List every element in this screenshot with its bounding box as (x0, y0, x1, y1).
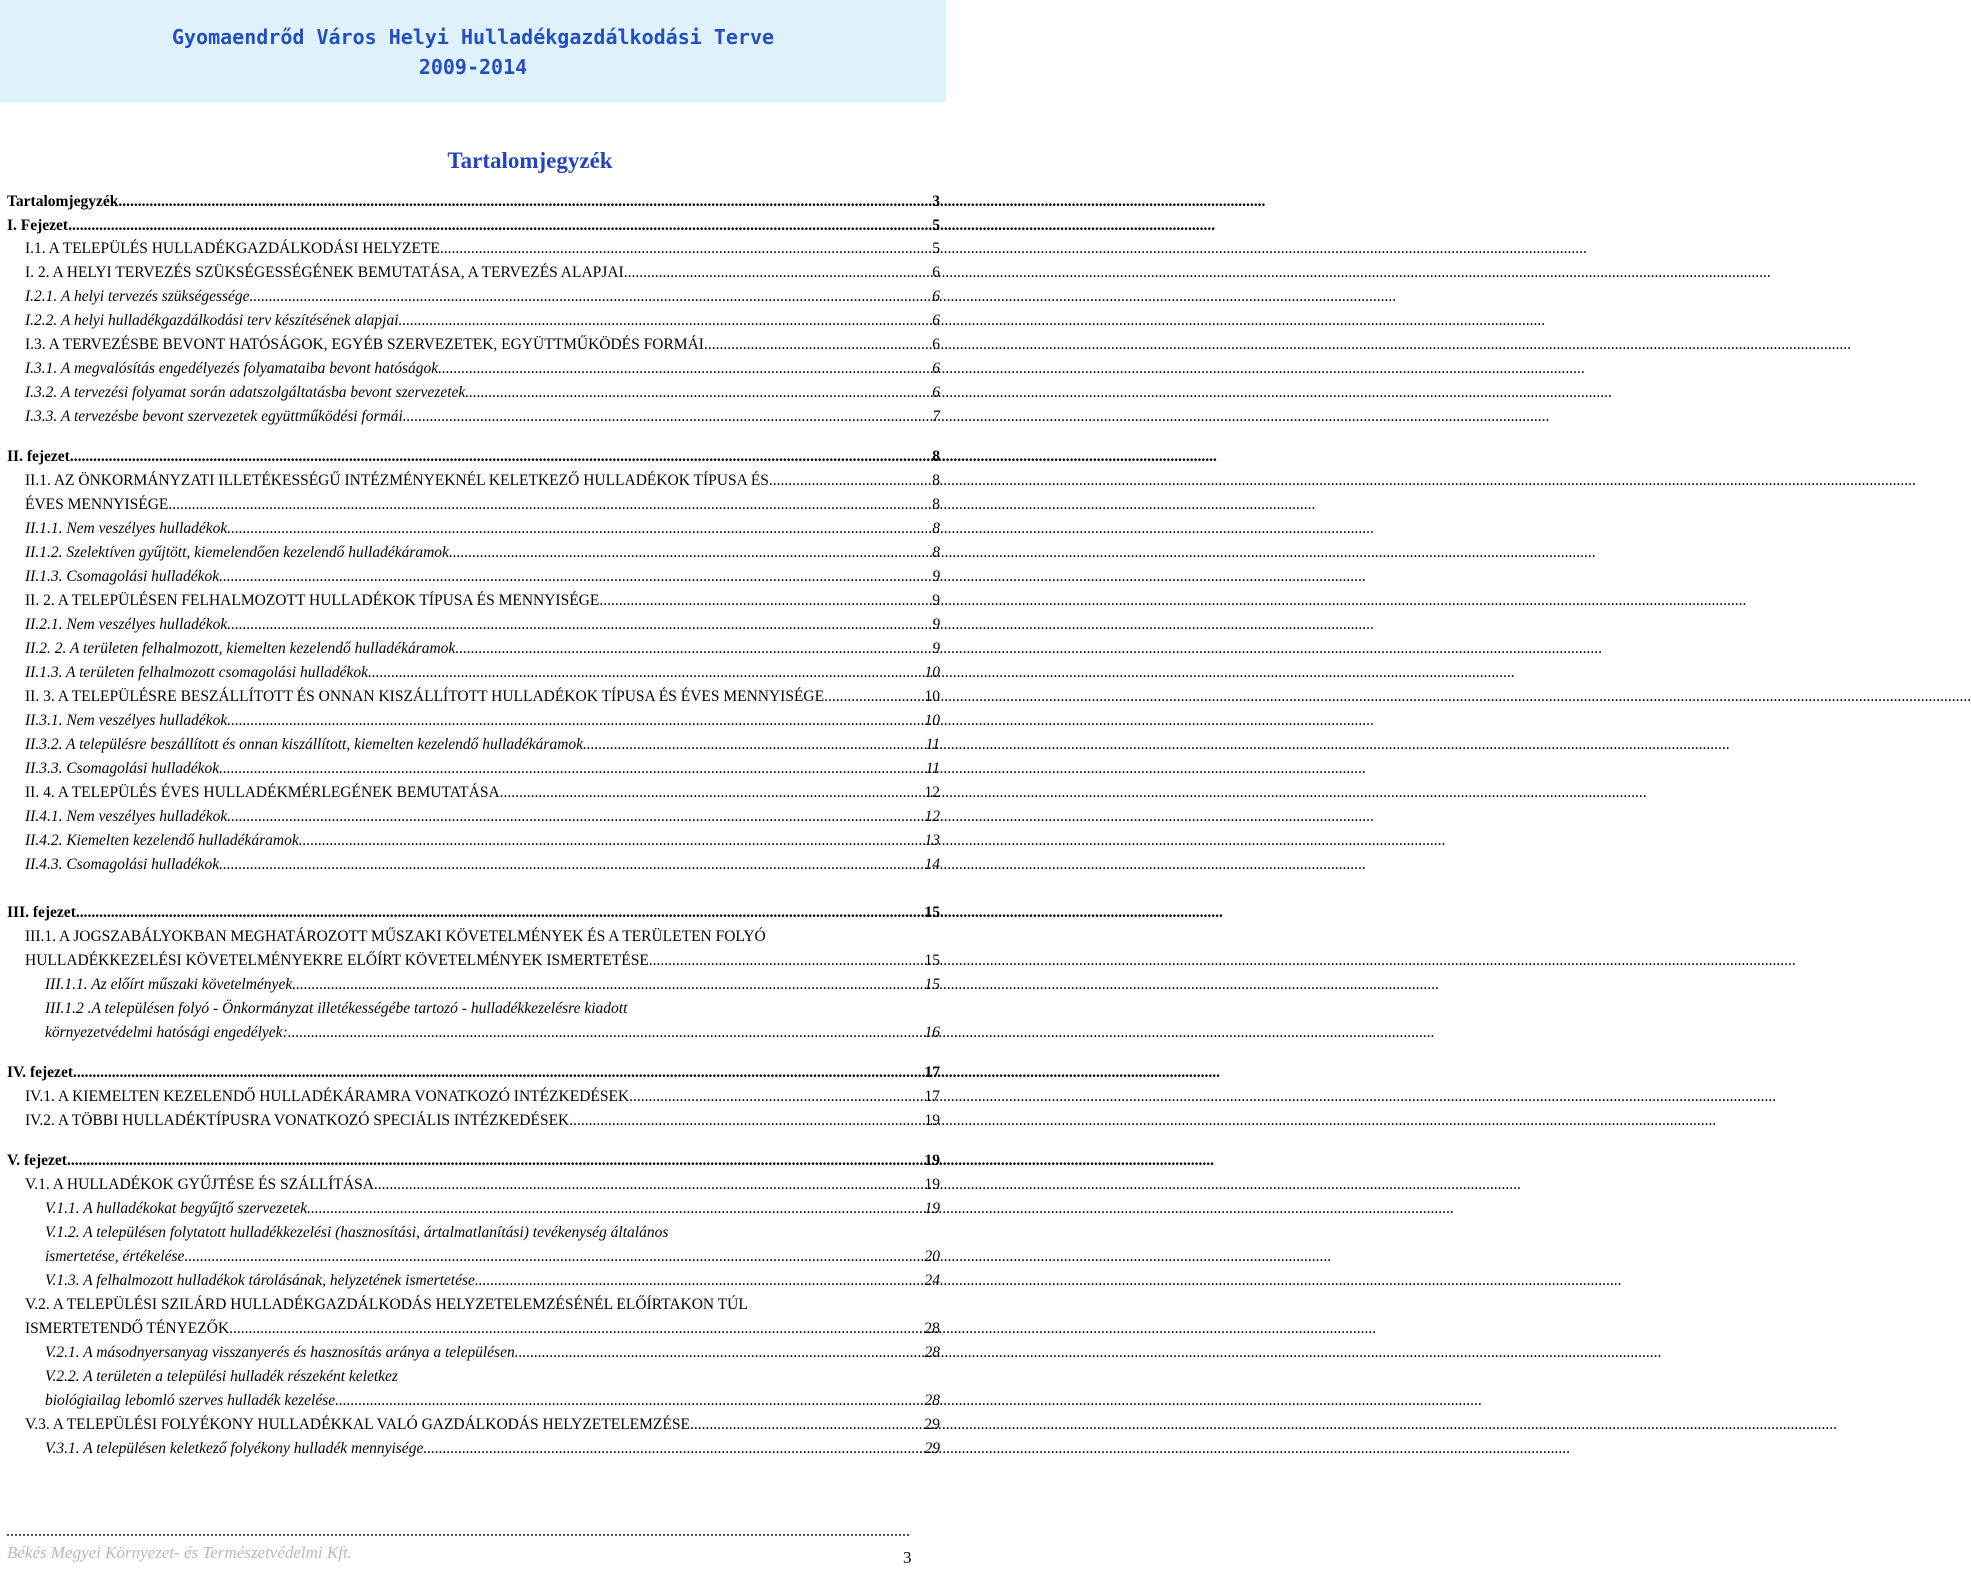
toc-dot-leader (184, 1248, 922, 1266)
toc-dot-leader (475, 1272, 923, 1290)
toc-page-number: 19 (924, 1152, 940, 1169)
table-of-contents (0, 0, 960, 1592)
toc-page-number: 5 (932, 240, 940, 257)
toc-entry-text: IV.1. A KIEMELTEN KEZELENDŐ HULLADÉKÁRAMRA VONATKOZÓ INTÉZKEDÉSEK (25, 1088, 630, 1105)
toc-entry-text: I.3.3. A tervezésbe bevont szervezetek együttműködési formái (25, 408, 403, 425)
footer-page-number: 3 (903, 1548, 912, 1567)
toc-dot-leader (68, 217, 930, 235)
toc-entry-text: I.2.2. A helyi hulladékgazdálkodási terv készítésének alapjai (25, 312, 399, 329)
header-years: 2009-2014 (418, 55, 528, 79)
toc-entry[interactable] (45, 1000, 627, 1018)
toc-dot-leader (824, 688, 922, 706)
toc-entry-text: II.2.1. Nem veszélyes hulladékok (25, 616, 228, 633)
toc-page-number: 10 (924, 664, 940, 681)
toc-entry[interactable] (25, 640, 940, 658)
toc-dot-leader (76, 904, 923, 922)
toc-dot-leader (690, 1416, 923, 1434)
toc-entry[interactable] (25, 784, 940, 802)
toc-dot-leader (704, 336, 930, 354)
toc-entry[interactable] (25, 664, 940, 682)
toc-title: Tartalomjegyzék (447, 148, 613, 173)
toc-dot-leader (67, 1152, 923, 1170)
toc-page-number: 9 (932, 592, 940, 609)
toc-page-number: 8 (932, 448, 940, 465)
toc-dot-leader (440, 240, 930, 258)
toc-dot-leader (227, 616, 930, 634)
toc-entry-text: I. Fejezet (7, 217, 69, 234)
toc-entry[interactable] (45, 1440, 940, 1458)
toc-page-number: 6 (932, 288, 940, 305)
toc-entry[interactable] (7, 904, 940, 922)
toc-dot-leader (118, 193, 930, 211)
toc-entry[interactable] (25, 288, 940, 306)
toc-entry[interactable] (25, 472, 940, 490)
toc-entry[interactable] (45, 1248, 940, 1266)
toc-page-number: 10 (924, 688, 940, 705)
toc-entry[interactable] (7, 193, 940, 211)
footer-company: Békés Megyei Környezet- és Természetvédelmi Kft. (7, 1543, 352, 1562)
toc-dot-leader (168, 496, 930, 514)
toc-page-number: 5 (932, 217, 940, 234)
footer-divider (7, 1534, 909, 1536)
toc-page-number: 11 (925, 760, 940, 777)
toc-entry-text: II. 3. A TELEPÜLÉSRE BESZÁLLÍTOTT ÉS ONNAN KISZÁLLÍTOTT HULLADÉKOK TÍPUSA ÉS ÉVES MENNYISÉGE (25, 688, 825, 705)
toc-entry[interactable] (25, 712, 940, 730)
toc-entry-text: II.1.2. Szelektíven gyűjtött, kiemelendően kezelendő hulladékáramok (25, 544, 449, 561)
toc-entry-text: II.2. 2. A területen felhalmozott, kiemelten kezelendő hulladékáramok (25, 640, 456, 657)
toc-entry[interactable] (25, 592, 940, 610)
toc-page-number: 6 (932, 336, 940, 353)
toc-page-number: 15 (924, 952, 940, 969)
toc-entry[interactable] (25, 1320, 940, 1338)
toc-entry-text: II.3.3. Csomagolási hulladékok (25, 760, 220, 777)
toc-entry[interactable] (25, 520, 940, 538)
toc-entry-text: I.3. A TERVEZÉSBE BEVONT HATÓSÁGOK, EGYÉB SZERVEZETEK, EGYÜTTMŰKÖDÉS FORMÁI (25, 336, 704, 353)
toc-dot-leader (423, 1440, 922, 1458)
toc-entry-text: III.1.1. Az előírt műszaki követelmények (45, 976, 293, 993)
toc-entry[interactable] (25, 1176, 940, 1194)
toc-entry-text: V.3.1. A településen keletkező folyékony hulladék mennyisége (45, 1440, 424, 1457)
toc-dot-leader (399, 312, 931, 330)
toc-page-number: 3 (932, 193, 940, 210)
toc-page-number: 9 (932, 640, 940, 657)
toc-entry-text: Tartalomjegyzék (7, 193, 119, 210)
toc-entry[interactable] (25, 360, 940, 378)
toc-entry-text: II.3.1. Nem veszélyes hulladékok (25, 712, 228, 729)
toc-entry[interactable] (45, 1344, 940, 1362)
toc-entry-text: ISMERTETENDŐ TÉNYEZŐK (25, 1320, 230, 1337)
toc-entry-text: II.4.3. Csomagolási hulladékok (25, 856, 220, 873)
toc-entry-text: I.3.2. A tervezési folyamat során adatszolgáltatásba bevont szervezetek (25, 384, 466, 401)
toc-dot-leader (500, 784, 923, 802)
toc-page-number: 19 (924, 1200, 940, 1217)
toc-page-number: 6 (932, 312, 940, 329)
toc-page-number: 11 (925, 736, 940, 753)
toc-entry[interactable] (7, 1064, 940, 1082)
toc-entry[interactable] (25, 832, 940, 850)
toc-entry[interactable] (7, 217, 940, 235)
toc-dot-leader (229, 1320, 922, 1338)
toc-page-number: 28 (924, 1344, 940, 1361)
toc-entry-text: környezetvédelmi hatósági engedélyek: (45, 1024, 288, 1041)
toc-entry[interactable] (45, 976, 940, 994)
toc-entry[interactable] (25, 264, 940, 282)
toc-entry-text: ÉVES MENNYISÉGE (25, 496, 169, 513)
toc-entry-text: HULLADÉKKEZELÉSI KÖVETELMÉNYEKRE ELŐÍRT KÖVETELMÉNYEK ISMERTETÉSE (25, 952, 649, 969)
toc-entry[interactable] (25, 312, 940, 330)
toc-dot-leader (227, 520, 930, 538)
toc-dot-leader (438, 360, 930, 378)
toc-entry[interactable] (25, 856, 940, 874)
toc-dot-leader (374, 1176, 923, 1194)
toc-dot-leader (629, 1088, 922, 1106)
toc-entry-text: V.2.2. A területen a települési hulladék részeként keletkez (45, 1368, 398, 1385)
toc-entry[interactable] (25, 568, 940, 586)
toc-entry-text: IV. fejezet (7, 1064, 73, 1081)
toc-page-number: 28 (924, 1392, 940, 1409)
toc-page-number: 6 (932, 360, 940, 377)
toc-entry[interactable] (25, 1088, 940, 1106)
toc-entry-text: II. 2. A TELEPÜLÉSEN FELHALMOZOTT HULLADÉKOK TÍPUSA ÉS MENNYISÉGE (25, 592, 600, 609)
toc-entry[interactable] (25, 240, 940, 258)
toc-page-number: 19 (924, 1112, 940, 1129)
toc-dot-leader (307, 1200, 922, 1218)
toc-entry[interactable] (25, 544, 940, 562)
toc-entry[interactable] (25, 496, 940, 514)
toc-entry[interactable] (25, 952, 940, 970)
toc-dot-leader (449, 544, 930, 562)
toc-page-number: 7 (932, 408, 940, 425)
toc-page-number: 24 (924, 1272, 940, 1289)
toc-dot-leader (624, 264, 931, 282)
toc-dot-leader (599, 592, 930, 610)
toc-dot-leader (250, 288, 931, 306)
toc-page-number: 14 (924, 856, 940, 873)
toc-entry[interactable] (45, 1200, 940, 1218)
toc-dot-leader (583, 736, 924, 754)
toc-entry[interactable] (25, 808, 940, 826)
toc-page-number: 12 (924, 784, 940, 801)
toc-entry-text: ismertetése, értékelése (45, 1248, 185, 1265)
toc-dot-leader (455, 640, 930, 658)
toc-entry-text: I.1. A TELEPÜLÉS HULLADÉKGAZDÁLKODÁSI HELYZETE (25, 240, 440, 257)
toc-entry-text: II.4.2. Kiemelten kezelendő hulladékáramok (25, 832, 299, 849)
toc-dot-leader (403, 408, 930, 426)
toc-entry-text: V.2.1. A másodnyersanyag visszanyerés és hasznosítás aránya a településen (45, 1344, 515, 1361)
toc-entry[interactable] (25, 688, 940, 706)
toc-dot-leader (227, 712, 922, 730)
toc-dot-leader (335, 1392, 922, 1410)
toc-dot-leader (649, 952, 923, 970)
toc-entry-text: III.1. A JOGSZABÁLYOKBAN MEGHATÁROZOTT MŰSZAKI KÖVETELMÉNYEK ÉS A TERÜLETEN FOLYÓ (25, 928, 766, 945)
toc-entry-text: I.3.1. A megvalósítás engedélyezés folyamataiba bevont hatóságok (25, 360, 439, 377)
toc-entry[interactable] (7, 1152, 940, 1170)
toc-entry[interactable] (45, 1024, 940, 1042)
toc-dot-leader (288, 1024, 923, 1042)
toc-page-number: 17 (924, 1088, 940, 1105)
toc-dot-leader (70, 448, 930, 466)
toc-entry[interactable] (25, 384, 940, 402)
toc-entry-text: II.1.3. A területen felhalmozott csomagolási hulladékok (25, 664, 368, 681)
toc-entry[interactable] (45, 1272, 940, 1290)
toc-dot-leader (465, 384, 930, 402)
toc-dot-leader (219, 856, 922, 874)
toc-page-number: 20 (924, 1248, 940, 1265)
toc-page-number: 29 (924, 1440, 940, 1457)
toc-entry[interactable] (25, 1416, 940, 1434)
toc-dot-leader (219, 760, 923, 778)
toc-dot-leader (292, 976, 922, 994)
toc-entry[interactable] (7, 448, 940, 466)
toc-page-number: 12 (924, 808, 940, 825)
toc-entry-text: V.1.1. A hulladékokat begyűjtő szervezetek (45, 1200, 308, 1217)
toc-entry[interactable] (25, 408, 940, 426)
toc-dot-leader (73, 1064, 923, 1082)
toc-entry[interactable] (25, 736, 940, 754)
toc-page-number: 8 (932, 544, 940, 561)
header-title: Gyomaendrőd Város Helyi Hulladékgazdálkodási Terve (171, 25, 775, 49)
toc-page-number: 8 (932, 520, 940, 537)
toc-entry[interactable] (25, 760, 940, 778)
toc-page-number: 17 (924, 1064, 940, 1081)
toc-page-number: 19 (924, 1176, 940, 1193)
toc-dot-leader (368, 664, 923, 682)
toc-entry-text: III.1.2 .A településen folyó - Önkormányzat illetékességébe tartozó - hulladékkezelésre kiadott (45, 1000, 628, 1017)
toc-page-number: 6 (932, 264, 940, 281)
toc-entry-text: II.1.1. Nem veszélyes hulladékok (25, 520, 228, 537)
toc-page-number: 28 (924, 1320, 940, 1337)
toc-entry-text: V.1.3. A felhalmozott hulladékok tárolásának, helyzetének ismertetése (45, 1272, 475, 1289)
toc-page-number: 9 (932, 568, 940, 585)
toc-entry[interactable] (25, 336, 940, 354)
toc-entry[interactable] (45, 1224, 668, 1242)
toc-entry-text: V.2. A TELEPÜLÉSI SZILÁRD HULLADÉKGAZDÁLKODÁS HELYZETELEMZÉSÉNÉL ELŐÍRTAKON TÚL (25, 1296, 748, 1313)
toc-entry[interactable] (45, 1368, 398, 1386)
toc-entry-text: II.1. AZ ÖNKORMÁNYZATI ILLETÉKESSÉGŰ INTÉZMÉNYEKNÉL KELETKEZŐ HULLADÉKOK TÍPUSA ÉS (25, 472, 769, 489)
toc-entry-text: V.3. A TELEPÜLÉSI FOLYÉKONY HULLADÉKKAL VALÓ GAZDÁLKODÁS HELYZETELEMZÉSE (25, 1416, 690, 1433)
toc-entry-text: II. fejezet (7, 448, 70, 465)
toc-page-number: 10 (924, 712, 940, 729)
toc-entry-text: I. 2. A HELYI TERVEZÉS SZÜKSÉGESSÉGÉNEK BEMUTATÁSA, A TERVEZÉS ALAPJAI (25, 264, 624, 281)
toc-page-number: 6 (932, 384, 940, 401)
toc-dot-leader (219, 568, 930, 586)
toc-entry[interactable] (25, 928, 766, 946)
toc-page-number: 29 (924, 1416, 940, 1433)
toc-entry[interactable] (25, 1112, 940, 1130)
toc-entry-text: biológiailag lebomló szerves hulladék kezelése (45, 1392, 336, 1409)
toc-dot-leader (769, 472, 930, 490)
toc-page-number: 9 (932, 616, 940, 633)
toc-entry-text: II.1.3. Csomagolási hulladékok (25, 568, 220, 585)
toc-entry-text: I.2.1. A helyi tervezés szükségessége (25, 288, 250, 305)
toc-entry-text: II. 4. A TELEPÜLÉS ÉVES HULLADÉKMÉRLEGÉNEK BEMUTATÁSA (25, 784, 500, 801)
toc-entry-text: IV.2. A TÖBBI HULLADÉKTÍPUSRA VONATKOZÓ SPECIÁLIS INTÉZKEDÉSEK (25, 1112, 570, 1129)
toc-dot-leader (299, 832, 923, 850)
toc-page-number: 13 (924, 832, 940, 849)
toc-entry[interactable] (45, 1392, 940, 1410)
toc-entry-text: V. fejezet (7, 1152, 67, 1169)
toc-page-number: 15 (924, 904, 940, 921)
toc-entry-text: II.4.1. Nem veszélyes hulladékok (25, 808, 228, 825)
toc-page-number: 8 (932, 496, 940, 513)
toc-entry[interactable] (25, 1296, 748, 1314)
toc-page-number: 16 (924, 1024, 940, 1041)
toc-entry-text: III. fejezet (7, 904, 76, 921)
toc-entry[interactable] (25, 616, 940, 634)
toc-entry-text: V.1.2. A településen folytatott hulladékkezelési (hasznosítási, ártalmatlanítási) tevékenység általános (45, 1224, 669, 1241)
toc-dot-leader (515, 1344, 923, 1362)
toc-entry-text: V.1. A HULLADÉKOK GYŰJTÉSE ÉS SZÁLLÍTÁSA (25, 1176, 374, 1193)
toc-page-number: 15 (924, 976, 940, 993)
toc-page-number: 8 (932, 472, 940, 489)
toc-dot-leader (569, 1112, 922, 1130)
toc-dot-leader (227, 808, 922, 826)
toc-entry-text: II.3.2. A településre beszállított és onnan kiszállított, kiemelten kezelendő hulladékáramok (25, 736, 584, 753)
